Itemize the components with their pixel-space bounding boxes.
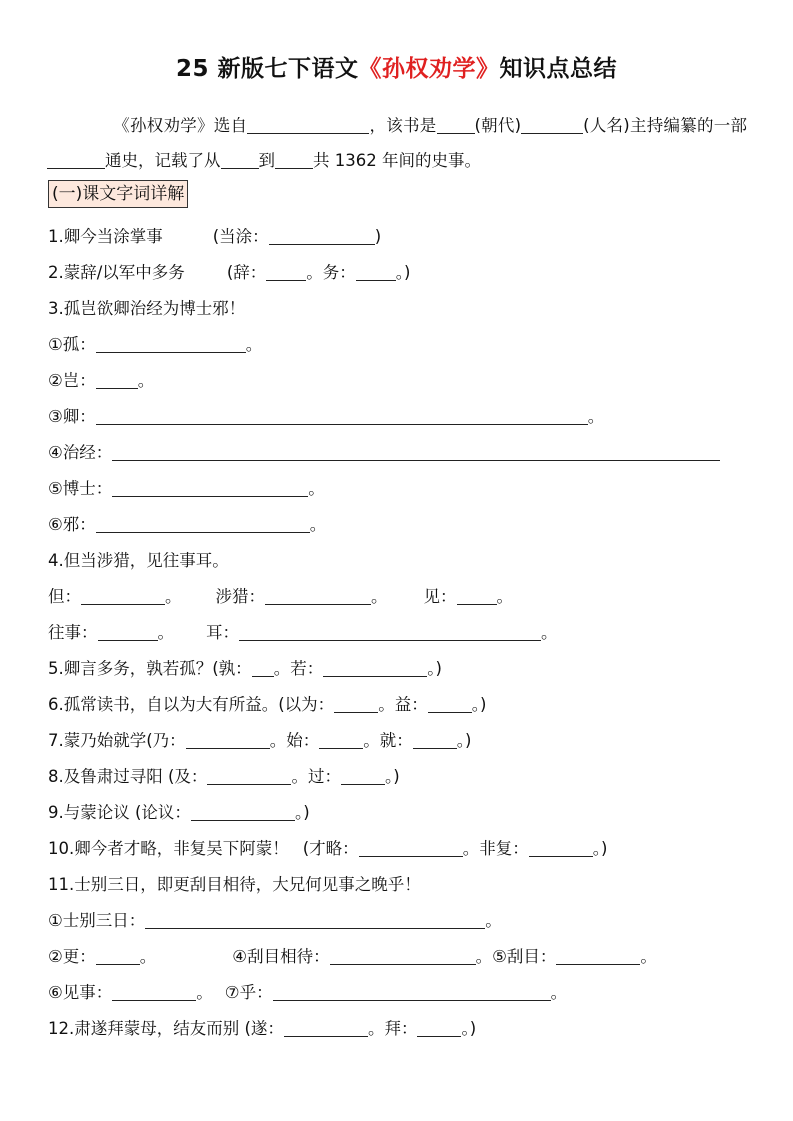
section-heading: (一)课文字词详解: [48, 180, 188, 208]
item-3: 3.孤岂欲卿治经为博士邪！: [48, 299, 246, 318]
blank-dynasty[interactable]: [437, 115, 475, 134]
item-6-text: 6.孤常读书，自以为大有所益。(以为：: [48, 695, 335, 714]
item-6: [48, 690, 486, 720]
blank-feifu[interactable]: [529, 838, 593, 857]
item-4-wangshi-label: 往事：: [48, 623, 98, 642]
item-4-er-label: 耳：: [206, 623, 239, 642]
item-9-end: 。): [294, 803, 310, 822]
item-3-3-end: 。: [587, 407, 605, 426]
item-10-label: (才略：: [302, 839, 359, 858]
blank-wu[interactable]: [356, 262, 396, 281]
blank-dan[interactable]: [81, 586, 165, 605]
item-3-1-end: 。: [245, 335, 263, 354]
blank-bai[interactable]: [417, 1018, 461, 1037]
punct: 。: [139, 947, 157, 966]
item-3-3-label: ③卿：: [48, 407, 96, 426]
intro-text-7: 共 1362 年间的史事。: [313, 151, 481, 170]
item-7-end: 。): [456, 731, 472, 750]
intro-paragraph: [47, 108, 747, 178]
blank-nai[interactable]: [186, 730, 270, 749]
item-8: [48, 762, 400, 792]
item-3-4: [48, 438, 720, 468]
blank-jianshi[interactable]: [112, 982, 196, 1001]
blank-shi[interactable]: [319, 730, 363, 749]
blank-lunyi[interactable]: [191, 802, 295, 821]
item-3-5-end: 。: [308, 479, 325, 498]
blank-cailve[interactable]: [359, 838, 463, 857]
blank-shibiesanri[interactable]: [145, 910, 485, 929]
item-12-label: 。拜：: [367, 1019, 418, 1038]
blank-er[interactable]: [239, 622, 541, 641]
item-5-label: 。若：: [273, 659, 324, 678]
blank-ruo[interactable]: [323, 658, 427, 677]
item-11-row-3: [48, 978, 567, 1008]
item-1: [48, 222, 381, 252]
page-title: [0, 50, 793, 83]
blank-qi[interactable]: [96, 370, 138, 389]
intro-text-1: 《孙权劝学》选自: [113, 116, 248, 135]
blank-from[interactable]: [221, 150, 259, 169]
blank-person[interactable]: [521, 115, 583, 134]
intro-text-2: ，该书是: [369, 116, 437, 135]
item-3-6: [48, 510, 326, 540]
item-5-end: 。): [427, 659, 442, 678]
punct: 。: [165, 587, 182, 606]
blank-guamuxiangdai[interactable]: [330, 946, 476, 965]
blank-shu[interactable]: [252, 658, 274, 677]
blank-zhijing[interactable]: [112, 442, 720, 461]
blank-guo[interactable]: [341, 766, 385, 785]
item-3-5: [48, 474, 325, 504]
item-3-4-label: ④治经：: [48, 443, 113, 462]
intro-text-3: (朝代): [474, 116, 522, 135]
item-8-label: 。过：: [291, 767, 341, 786]
item-2: [48, 258, 410, 288]
item-3-5-label: ⑤博士：: [48, 479, 113, 498]
item-9: [48, 798, 310, 828]
item-4-dan-label: 但：: [48, 587, 81, 606]
item-3-6-end: 。: [309, 515, 327, 534]
blank-qing[interactable]: [96, 406, 588, 425]
item-12-text: 12.肃遂拜蒙母，结友而别 (遂：: [48, 1019, 284, 1038]
item-5: [48, 654, 442, 684]
item-11-1: [48, 906, 502, 936]
item-3-1: [48, 330, 262, 360]
punct: 。: [157, 623, 174, 642]
item-3-6-label: ⑥邪：: [48, 515, 96, 534]
item-11-hu-label: ⑦乎：: [224, 983, 273, 1002]
item-5-text: 5.卿言多务，孰若孤？(孰：: [48, 659, 252, 678]
intro-text-4: (人名)主持编纂的一部: [583, 116, 747, 135]
blank-hu[interactable]: [273, 982, 551, 1001]
intro-text-5: 通史，记载了从: [105, 151, 221, 170]
item-11-1-label: ①士别三日：: [48, 911, 146, 930]
item-3-2: [48, 366, 154, 396]
item-11-row-2: [48, 942, 657, 972]
item-4-shelie-label: 涉猎：: [215, 587, 265, 606]
item-4-row-2: [48, 618, 558, 648]
item-3-3: [48, 402, 604, 432]
blank-jian[interactable]: [457, 586, 497, 605]
blank-ye[interactable]: [96, 514, 310, 533]
item-11-geng-label: ②更：: [48, 947, 96, 966]
item-10-end: 。): [592, 839, 608, 858]
punct: 。: [640, 947, 657, 966]
item-11-1-end: 。: [485, 911, 502, 930]
item-2-label-2: 。务：: [306, 263, 356, 282]
item-6-end: 。): [471, 695, 487, 714]
title-suffix: 知识点总结: [499, 56, 617, 82]
item-2-label: (辞：: [226, 263, 267, 282]
blank-to[interactable]: [275, 150, 313, 169]
item-9-text: 9.与蒙论议 (论议：: [48, 803, 191, 822]
item-1-end: ): [374, 227, 382, 246]
item-4: 4.但当涉猎，见往事耳。: [48, 551, 229, 570]
item-3-2-end: 。: [137, 371, 155, 390]
item-3-1-label: ①孤：: [48, 335, 96, 354]
blank-yiwei[interactable]: [334, 694, 378, 713]
item-1-text: 1.卿今当涂掌事: [48, 227, 163, 246]
blank-boshi[interactable]: [112, 478, 308, 497]
item-2-text: 2.蒙辞/以军中多务: [48, 263, 185, 282]
title-prefix: 25 新版七下语文: [175, 56, 359, 82]
punct: 。: [550, 983, 568, 1002]
item-10-text: 10.卿今者才略，非复吴下阿蒙！: [48, 839, 289, 858]
item-4-row-1: [48, 582, 513, 612]
item-12-end: 。): [461, 1019, 477, 1038]
item-10: [48, 834, 607, 864]
item-11-jianshi-label: ⑥见事：: [48, 983, 113, 1002]
item-8-end: 。): [384, 767, 400, 786]
item-11-guamuxiangdai-label: ④刮目相待：: [232, 947, 330, 966]
blank-shelie[interactable]: [265, 586, 371, 605]
intro-text-6: 到: [258, 151, 275, 170]
blank-ji[interactable]: [207, 766, 291, 785]
blank-source-book[interactable]: [247, 115, 369, 134]
item-7: [48, 726, 471, 756]
item-2-end: 。): [395, 263, 411, 282]
item-3-2-label: ②岂：: [48, 371, 96, 390]
item-6-label: 。益：: [378, 695, 428, 714]
item-4-jian-label: 见：: [423, 587, 457, 606]
punct: 。: [496, 587, 513, 606]
item-10-label-2: 。非复：: [462, 839, 529, 858]
punct: 。: [371, 587, 388, 606]
punct: 。: [196, 983, 213, 1002]
item-11-guamu-label: 。⑤刮目：: [475, 947, 557, 966]
blank-wangshi[interactable]: [98, 622, 158, 641]
item-7-label-jiu: 。就：: [363, 731, 413, 750]
blank-dangtu[interactable]: [269, 226, 375, 245]
blank-geng[interactable]: [96, 946, 140, 965]
blank-sui[interactable]: [284, 1018, 368, 1037]
blank-gu[interactable]: [96, 334, 246, 353]
item-11: 11.士别三日，即更刮目相待，大兄何见事之晚乎！: [48, 875, 421, 894]
blank-history-type[interactable]: [47, 150, 105, 169]
item-8-text: 8.及鲁肃过寻阳 (及：: [48, 767, 208, 786]
item-12: [48, 1014, 476, 1044]
title-highlight: 《孙权劝学》: [358, 56, 500, 82]
item-1-label: (当涂：: [212, 227, 269, 246]
punct: 。: [541, 623, 558, 642]
item-7-text: 7.蒙乃始就学(乃：: [48, 731, 186, 750]
blank-jiu[interactable]: [413, 730, 457, 749]
blank-yi[interactable]: [428, 694, 472, 713]
blank-ci[interactable]: [266, 262, 306, 281]
item-7-label-shi: 。始：: [269, 731, 320, 750]
blank-guamu[interactable]: [556, 946, 640, 965]
